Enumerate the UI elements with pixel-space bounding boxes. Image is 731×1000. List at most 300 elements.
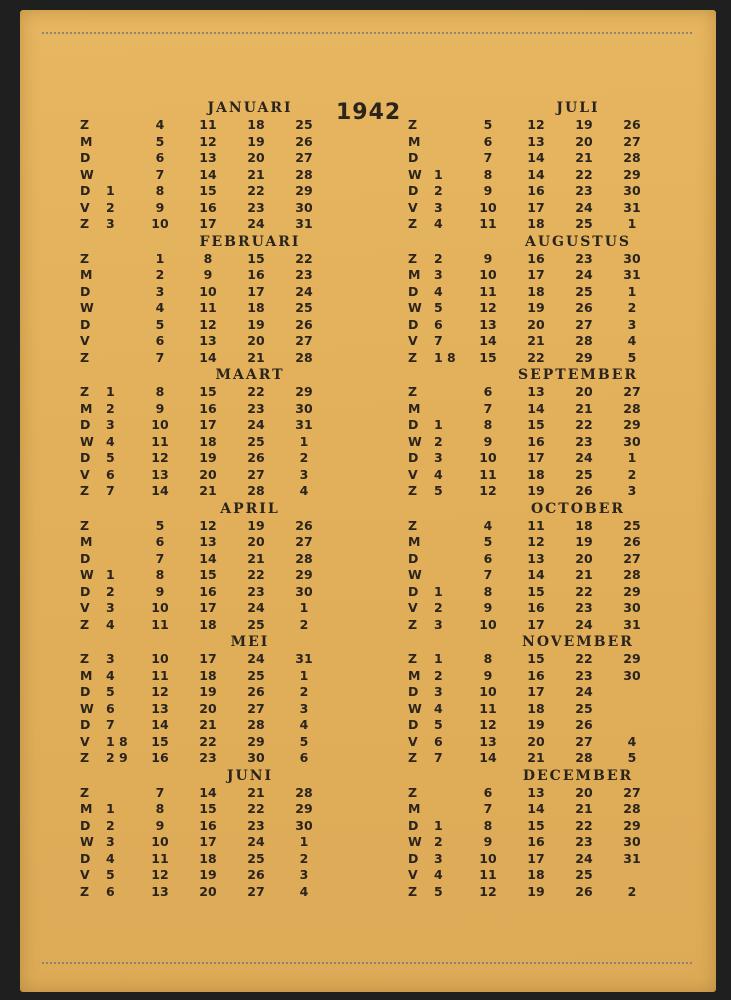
date-cell <box>430 518 464 535</box>
date-cell: 9 <box>483 183 493 198</box>
date-cell: 16 <box>199 400 217 416</box>
week-day-row <box>80 734 380 751</box>
date-cell <box>608 717 656 734</box>
date-cell: 25 <box>575 867 593 882</box>
date-cell: 19 <box>199 867 217 882</box>
date-cell: 26 <box>575 300 593 315</box>
date-cell <box>656 668 704 685</box>
day-label: M <box>408 534 421 549</box>
date-cell <box>656 483 704 500</box>
date-cell: 12 <box>479 883 497 899</box>
date-cell: 10 <box>479 199 497 215</box>
day-label: Z <box>408 517 418 533</box>
day-label: M <box>80 267 93 282</box>
week-day-row <box>80 717 380 734</box>
day-label: M <box>80 534 93 549</box>
date-cell: 20 <box>199 466 217 482</box>
date-cell: 9 <box>483 834 493 849</box>
date-cell: 1 <box>627 216 637 231</box>
date-cell: 10 <box>479 450 497 465</box>
date-cell: 1 <box>106 567 115 582</box>
date-cell: 15 <box>199 384 217 399</box>
date-cell <box>328 668 376 685</box>
week-day-row <box>80 134 380 151</box>
date-cell: 10 <box>479 267 497 282</box>
date-cell: 7 <box>483 567 493 582</box>
date-cell: 28 <box>623 150 641 165</box>
date-cell: 16 <box>527 600 545 615</box>
date-cell: 10 <box>479 850 497 866</box>
week-day-row <box>408 867 708 884</box>
day-label: Z <box>408 349 418 365</box>
date-cell: 19 <box>247 133 265 149</box>
date-cell: 17 <box>527 684 545 699</box>
date-cell: 16 <box>527 183 545 198</box>
day-label: V <box>80 733 90 749</box>
date-cell: 27 <box>295 333 313 348</box>
date-cell: 19 <box>527 483 545 498</box>
week-day-row <box>408 251 708 268</box>
date-cell: 30 <box>623 433 641 449</box>
date-cell: 17 <box>199 651 217 666</box>
week-day-row <box>80 534 380 551</box>
date-cell: 13 <box>479 316 497 332</box>
week-day-row <box>408 450 708 467</box>
date-cell <box>430 801 464 818</box>
date-cell <box>656 251 704 268</box>
day-label: Z <box>80 651 90 666</box>
date-cell: 12 <box>479 483 497 498</box>
date-cell: 6 <box>434 316 443 332</box>
date-cell: 26 <box>295 133 313 149</box>
week-day-row <box>408 267 708 284</box>
date-cell <box>328 518 376 535</box>
week-day-row <box>408 467 708 484</box>
date-cell: 7 <box>155 550 165 566</box>
date-cell: 28 <box>623 567 641 582</box>
date-cell: 17 <box>199 834 217 849</box>
date-cell <box>656 167 704 184</box>
date-cell: 9 <box>155 817 165 833</box>
date-cell <box>430 785 464 802</box>
date-cell: 19 <box>199 684 217 699</box>
date-cell <box>328 584 376 601</box>
week-day-row <box>408 216 708 233</box>
date-cell: 3 <box>434 684 443 699</box>
day-label: Z <box>80 784 90 800</box>
day-label: D <box>408 450 419 465</box>
week-day-row <box>80 785 380 802</box>
date-cell: 23 <box>247 199 265 215</box>
date-cell: 5 <box>106 450 115 465</box>
date-cell: 13 <box>151 466 169 482</box>
date-cell <box>328 567 376 584</box>
date-cell: 20 <box>247 534 265 549</box>
date-cell <box>328 183 376 200</box>
date-cell: 26 <box>247 684 265 699</box>
date-cell: 25 <box>247 433 265 449</box>
week-day-row <box>80 117 380 134</box>
week-day-row <box>408 818 708 835</box>
date-cell: 16 <box>199 199 217 215</box>
date-cell: 23 <box>575 183 593 198</box>
date-cell <box>656 551 704 568</box>
date-cell: 12 <box>527 534 545 549</box>
date-cell: 2 <box>434 183 443 198</box>
month-name: MEI <box>230 634 270 650</box>
date-cell: 22 <box>247 183 265 198</box>
date-cell <box>328 251 376 268</box>
date-cell <box>656 434 704 451</box>
day-label: Z <box>408 117 418 132</box>
date-cell: 9 <box>155 199 165 215</box>
date-cell: 2 <box>434 250 443 266</box>
date-cell: 27 <box>575 733 593 749</box>
date-cell: 25 <box>247 667 265 683</box>
date-cell: 4 <box>434 466 443 482</box>
week-day-row <box>408 284 708 301</box>
date-cell <box>608 684 656 701</box>
date-cell: 1 <box>299 600 309 615</box>
date-cell: 19 <box>199 450 217 465</box>
day-label: Z <box>80 517 90 533</box>
date-cell <box>656 450 704 467</box>
date-cell: 3 <box>106 216 115 231</box>
week-day-row <box>408 534 708 551</box>
date-cell: 2 <box>434 667 443 683</box>
week-day-row <box>408 701 708 718</box>
date-cell <box>328 417 376 434</box>
day-label: W <box>408 433 422 449</box>
date-cell: 4 <box>627 733 637 749</box>
day-label: W <box>408 567 422 582</box>
date-cell <box>430 134 464 151</box>
date-cell: 6 <box>483 384 493 399</box>
date-cell: 4 <box>106 433 115 449</box>
week-day-row <box>408 884 708 901</box>
date-cell: 16 <box>527 834 545 849</box>
date-cell: 13 <box>527 550 545 566</box>
date-cell: 4 <box>299 717 309 732</box>
week-day-row <box>408 518 708 535</box>
week-day-row <box>408 417 708 434</box>
date-cell: 4 <box>106 667 115 683</box>
date-cell: 10 <box>151 600 169 615</box>
date-cell <box>430 384 464 401</box>
day-label: D <box>80 817 91 833</box>
day-label: Z <box>80 349 90 365</box>
date-cell: 21 <box>575 567 593 582</box>
date-cell: 6 <box>106 466 115 482</box>
date-cell: 28 <box>295 166 313 182</box>
date-cell: 3 <box>434 267 443 282</box>
week-day-row <box>80 450 380 467</box>
date-cell: 17 <box>527 616 545 632</box>
week-day-row <box>80 216 380 233</box>
date-cell: 15 <box>199 801 217 816</box>
date-cell: 7 <box>483 801 493 816</box>
date-cell: 3 <box>299 700 309 716</box>
date-cell: 21 <box>527 333 545 348</box>
date-cell: 17 <box>199 216 217 231</box>
day-label: Z <box>408 784 418 800</box>
date-cell: 18 <box>527 466 545 482</box>
date-cell: 21 <box>575 150 593 165</box>
date-cell <box>656 651 704 668</box>
month-block <box>408 366 708 500</box>
week-day-row <box>408 600 708 617</box>
date-cell: 3 <box>434 199 443 215</box>
date-cell <box>102 534 136 551</box>
date-cell: 1 8 <box>106 733 128 749</box>
date-cell: 15 <box>527 417 545 432</box>
date-cell: 29 <box>295 567 313 582</box>
date-cell: 15 <box>479 349 497 365</box>
day-label: Z <box>408 483 418 498</box>
date-cell: 26 <box>295 517 313 533</box>
date-cell: 6 <box>483 550 493 566</box>
bottom-stitching <box>42 962 692 964</box>
day-label: V <box>80 600 90 615</box>
date-cell: 7 <box>483 400 493 416</box>
week-day-row <box>80 267 380 284</box>
week-day-row <box>408 851 708 868</box>
date-cell: 15 <box>151 733 169 749</box>
date-cell <box>328 300 376 317</box>
date-cell: 21 <box>247 349 265 365</box>
date-cell: 28 <box>575 750 593 765</box>
date-cell <box>102 317 136 334</box>
date-cell: 17 <box>199 417 217 432</box>
day-label: D <box>80 717 91 732</box>
week-day-row <box>80 851 380 868</box>
day-label: D <box>408 817 419 833</box>
date-cell: 22 <box>247 384 265 399</box>
date-cell: 27 <box>247 466 265 482</box>
date-cell: 12 <box>151 867 169 882</box>
date-cell: 2 <box>155 267 165 282</box>
date-cell <box>430 401 464 418</box>
date-cell: 24 <box>575 616 593 632</box>
date-cell: 27 <box>623 784 641 800</box>
day-label: D <box>80 316 91 332</box>
date-cell: 27 <box>295 150 313 165</box>
month-name: APRIL <box>220 500 280 517</box>
day-label: D <box>80 450 91 465</box>
date-cell <box>102 251 136 268</box>
date-cell: 2 9 <box>106 750 128 765</box>
date-cell <box>328 701 376 718</box>
date-cell: 20 <box>575 384 593 399</box>
date-cell: 31 <box>295 417 313 432</box>
date-cell <box>656 150 704 167</box>
date-cell <box>656 818 704 835</box>
date-cell: 7 <box>155 784 165 800</box>
date-cell: 24 <box>247 216 265 231</box>
date-cell: 15 <box>527 583 545 599</box>
date-cell: 26 <box>623 534 641 549</box>
date-cell: 5 <box>106 867 115 882</box>
date-cell: 25 <box>575 700 593 716</box>
day-label: V <box>408 199 418 215</box>
date-cell: 21 <box>199 483 217 498</box>
day-label: D <box>408 283 419 299</box>
date-cell: 27 <box>295 534 313 549</box>
date-cell: 3 <box>106 651 115 666</box>
day-label: Z <box>408 616 418 632</box>
date-cell: 29 <box>247 733 265 749</box>
date-cell: 22 <box>199 733 217 749</box>
month-block <box>80 233 380 367</box>
date-cell: 17 <box>527 267 545 282</box>
date-cell: 28 <box>295 349 313 365</box>
day-label: M <box>408 667 421 683</box>
date-cell: 9 <box>483 433 493 449</box>
date-cell: 24 <box>575 450 593 465</box>
date-cell <box>328 317 376 334</box>
date-cell: 20 <box>199 700 217 716</box>
week-day-row <box>80 150 380 167</box>
date-cell: 23 <box>575 600 593 615</box>
day-label: Z <box>408 883 418 899</box>
date-cell: 10 <box>479 616 497 632</box>
date-cell <box>656 384 704 401</box>
date-cell: 30 <box>623 600 641 615</box>
date-cell: 2 <box>434 600 443 615</box>
week-day-row <box>80 333 380 350</box>
date-cell: 18 <box>199 667 217 683</box>
date-cell: 23 <box>575 250 593 266</box>
date-cell: 8 <box>483 166 493 182</box>
date-cell <box>430 150 464 167</box>
date-cell: 21 <box>247 166 265 182</box>
date-cell: 31 <box>623 616 641 632</box>
day-label: M <box>408 400 421 416</box>
date-cell: 31 <box>623 850 641 866</box>
week-day-row <box>408 200 708 217</box>
date-cell: 31 <box>295 216 313 231</box>
week-day-row <box>80 300 380 317</box>
day-label: D <box>80 283 91 299</box>
date-cell: 19 <box>247 316 265 332</box>
date-cell <box>656 183 704 200</box>
month-block <box>80 99 380 233</box>
date-cell: 4 <box>434 216 443 231</box>
date-cell: 5 <box>627 750 637 765</box>
date-cell: 15 <box>199 183 217 198</box>
day-label: D <box>408 316 419 332</box>
date-cell <box>656 518 704 535</box>
date-cell: 12 <box>199 316 217 332</box>
date-cell <box>102 134 136 151</box>
week-day-row <box>80 600 380 617</box>
week-day-row <box>408 300 708 317</box>
day-label: D <box>80 583 91 599</box>
date-cell: 3 <box>434 850 443 866</box>
date-cell: 25 <box>575 283 593 299</box>
date-cell: 25 <box>295 117 313 132</box>
date-cell <box>102 117 136 134</box>
month-name: NOVEMBER <box>522 634 634 650</box>
date-cell: 30 <box>247 750 265 765</box>
day-label: Z <box>80 616 90 632</box>
date-cell: 4 <box>106 850 115 866</box>
date-cell: 25 <box>247 850 265 866</box>
date-cell: 19 <box>247 517 265 533</box>
date-cell: 20 <box>527 733 545 749</box>
month-name: DECEMBER <box>522 767 634 784</box>
date-cell: 16 <box>527 667 545 683</box>
date-cell: 21 <box>247 550 265 566</box>
date-cell <box>656 117 704 134</box>
week-day-row <box>408 483 708 500</box>
date-cell <box>328 617 376 634</box>
date-cell: 7 <box>434 750 443 765</box>
date-cell: 24 <box>247 600 265 615</box>
date-cell: 4 <box>434 867 443 882</box>
week-day-row <box>80 434 380 451</box>
week-day-row <box>408 734 708 751</box>
date-cell <box>102 333 136 350</box>
date-cell: 10 <box>151 216 169 231</box>
date-cell <box>656 467 704 484</box>
first-half-year-column <box>80 99 380 900</box>
date-cell: 11 <box>479 283 497 299</box>
date-cell: 1 <box>299 667 309 683</box>
date-cell <box>328 834 376 851</box>
date-cell: 2 <box>299 684 309 699</box>
date-cell: 25 <box>575 466 593 482</box>
date-cell <box>656 216 704 233</box>
date-cell: 23 <box>199 750 217 765</box>
date-cell: 4 <box>299 883 309 899</box>
date-cell: 1 <box>299 834 309 849</box>
date-cell: 27 <box>623 384 641 399</box>
date-cell <box>328 401 376 418</box>
date-cell: 6 <box>106 700 115 716</box>
date-cell: 23 <box>295 267 313 282</box>
date-cell <box>328 483 376 500</box>
week-day-row <box>80 384 380 401</box>
week-day-row <box>408 584 708 601</box>
day-label: Z <box>408 651 418 666</box>
date-cell <box>656 417 704 434</box>
week-day-row <box>80 617 380 634</box>
week-day-row <box>408 183 708 200</box>
week-day-row <box>80 417 380 434</box>
month-name: JULI <box>556 100 600 116</box>
date-cell: 22 <box>295 250 313 266</box>
date-cell <box>328 333 376 350</box>
date-cell <box>328 734 376 751</box>
week-day-row <box>408 167 708 184</box>
date-cell: 3 <box>106 834 115 849</box>
date-cell: 23 <box>247 583 265 599</box>
date-cell: 24 <box>247 417 265 432</box>
date-cell <box>656 750 704 767</box>
date-cell: 11 <box>151 667 169 683</box>
date-cell: 4 <box>299 483 309 498</box>
day-label: M <box>80 667 93 683</box>
day-label: W <box>408 700 422 716</box>
month-name: OCTOBER <box>530 500 626 517</box>
date-cell: 3 <box>627 316 637 332</box>
date-cell <box>656 867 704 884</box>
date-cell: 12 <box>199 133 217 149</box>
day-label: Z <box>408 250 418 266</box>
date-cell <box>430 117 464 134</box>
date-cell <box>656 584 704 601</box>
